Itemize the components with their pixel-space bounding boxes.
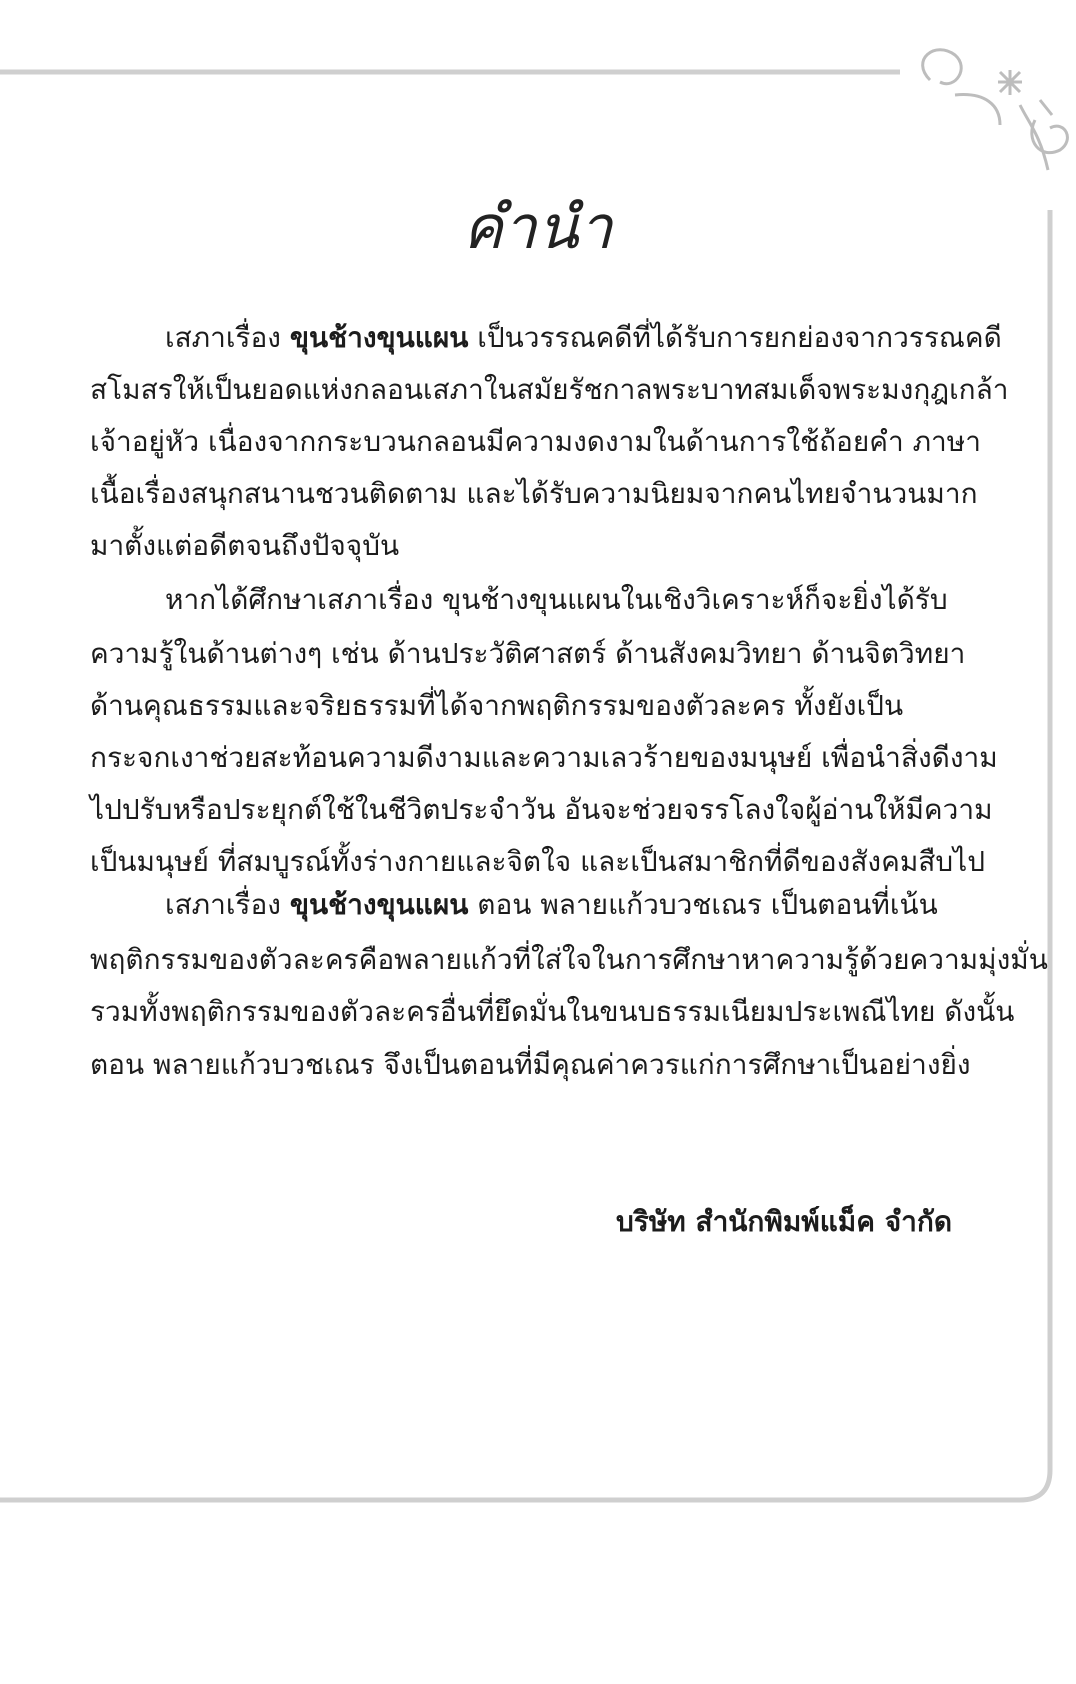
text-line — [90, 634, 965, 674]
text-line — [90, 474, 978, 514]
ornament-icon — [923, 50, 1068, 170]
text-segment: รวมทั้งพฤติกรรมของตัวละครอื่นที่ยึดมั่นในขนบธรรมเนียมประเพณีไทย ดังนั้น — [90, 995, 1015, 1028]
text-line — [90, 842, 985, 882]
text-segment: ด้านคุณธรรมและจริยธรรมที่ได้จากพฤติกรรมของตัวละคร ทั้งยังเป็น — [90, 689, 904, 722]
book-title-bold: ขุนช้างขุนแผน — [289, 321, 469, 354]
text-line — [90, 940, 1048, 980]
text-segment: ความรู้ในด้านต่างๆ เช่น ด้านประวัติศาสตร์ ด้านสังคมวิทยา ด้านจิตวิทยา — [90, 637, 966, 670]
text-segment: กระจกเงาช่วยสะท้อนความดีงามและความเลวร้ายของมนุษย์ เพื่อนำสิ่งดีงาม — [90, 741, 998, 774]
text-segment: พฤติกรรมของตัวละครคือพลายแก้วที่ใส่ใจในการศึกษาหาความรู้ด้วยความมุ่งมั่น — [90, 943, 1048, 976]
text-segment: ไปปรับหรือประยุกต์ใช้ในชีวิตประจำวัน อันจะช่วยจรรโลงใจผู้อ่านให้มีความ — [90, 793, 993, 826]
text-line — [165, 885, 938, 925]
text-segment: เนื้อเรื่องสนุกสนานชวนติดตาม และได้รับความนิยมจากคนไทยจำนวนมาก — [90, 477, 978, 510]
text-line — [90, 992, 1014, 1032]
text-segment: เป็นวรรณคดีที่ได้รับการยกย่องจากวรรณคดี — [468, 321, 1002, 354]
text-segment: เจ้าอยู่หัว เนื่องจากกระบวนกลอนมีความงดงามในด้านการใช้ถ้อยคำ ภาษา — [90, 425, 981, 458]
text-line — [90, 422, 981, 462]
text-segment: สโมสรให้เป็นยอดแห่งกลอนเสภาในสมัยรัชกาลพระบาทสมเด็จพระมงกุฎเกล้า — [90, 373, 1009, 406]
publisher-signature: บริษัท สำนักพิมพ์แม็ค จำกัด — [616, 1205, 952, 1238]
text-line — [90, 790, 993, 830]
text-segment: ตอน พลายแก้วบวชเณร เป็นตอนที่เน้น — [468, 888, 938, 921]
text-line — [90, 738, 998, 778]
text-line — [165, 318, 1002, 358]
text-line — [90, 370, 1008, 410]
text-segment: มาตั้งแต่อดีตจนถึงปัจจุบัน — [90, 529, 400, 562]
text-line — [165, 580, 948, 620]
book-title-bold: ขุนช้างขุนแผน — [289, 888, 469, 921]
text-line — [90, 1045, 971, 1085]
text-segment: หากได้ศึกษาเสภาเรื่อง ขุนช้างขุนแผนในเชิงวิเคราะห์ก็จะยิ่งได้รับ — [165, 583, 948, 616]
text-line — [90, 686, 903, 726]
text-segment: เป็นมนุษย์ ที่สมบูรณ์ทั้งร่างกายและจิตใจ และเป็นสมาชิกที่ดีของสังคมสืบไป — [90, 845, 985, 878]
text-line — [90, 526, 399, 566]
text-segment: เสภาเรื่อง — [165, 321, 290, 354]
page-title: คำนำ — [462, 193, 614, 263]
text-segment: เสภาเรื่อง — [165, 888, 290, 921]
text-segment: ตอน พลายแก้วบวชเณร จึงเป็นตอนที่มีคุณค่าควรแก่การศึกษาเป็นอย่างยิ่ง — [90, 1048, 971, 1081]
